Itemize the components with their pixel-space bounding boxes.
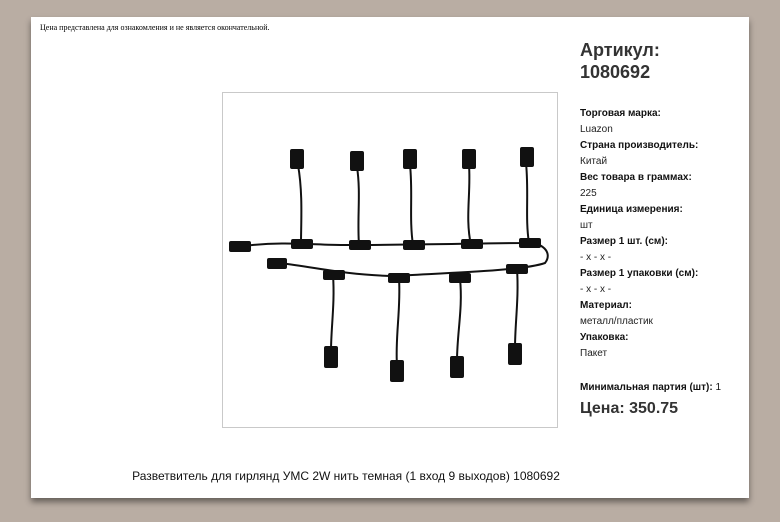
price-label: Цена: <box>580 400 625 417</box>
product-info-panel <box>580 39 745 418</box>
spec-value-item-size: - x - x - <box>580 252 612 263</box>
min-batch <box>580 380 745 396</box>
min-batch-label: Минимальная партия (шт): <box>580 382 713 393</box>
spec-value-weight: 225 <box>580 188 597 199</box>
price-disclaimer: Цена представлена для ознакомления и не является окончательной. <box>40 23 270 32</box>
spec-value-unit: шт <box>580 220 593 231</box>
spec-label-brand: Торговая марка: <box>580 108 661 119</box>
spec-label-package-size: Размер 1 упаковки (см): <box>580 268 699 279</box>
product-sheet <box>31 17 749 498</box>
spec-value-country: Китай <box>580 156 608 167</box>
spec-value-packaging: Пакет <box>580 348 608 359</box>
spec-label-weight: Вес товара в граммах: <box>580 172 692 183</box>
price <box>580 400 745 418</box>
product-title: Разветвитель для гирлянд УМС 2W нить темная (1 вход 9 выходов) 1080692 <box>132 469 560 483</box>
splitter-cable-image <box>223 93 557 427</box>
price-value: 350.75 <box>629 400 679 417</box>
min-batch-value: 1 <box>715 382 722 393</box>
article-number: 1080692 <box>580 62 651 82</box>
spec-label-unit: Единица измерения: <box>580 204 683 215</box>
product-image <box>222 92 558 428</box>
spec-label-item-size: Размер 1 шт. (см): <box>580 236 668 247</box>
spec-label-packaging: Упаковка: <box>580 332 629 343</box>
article-label: Артикул: <box>580 40 660 60</box>
spec-list <box>580 106 745 362</box>
spec-label-material: Материал: <box>580 300 632 311</box>
spec-value-material: металл/пластик <box>580 316 653 327</box>
spec-label-country: Страна производитель: <box>580 140 699 151</box>
spec-value-package-size: - x - x - <box>580 284 612 295</box>
spec-value-brand: Luazon <box>580 124 613 135</box>
